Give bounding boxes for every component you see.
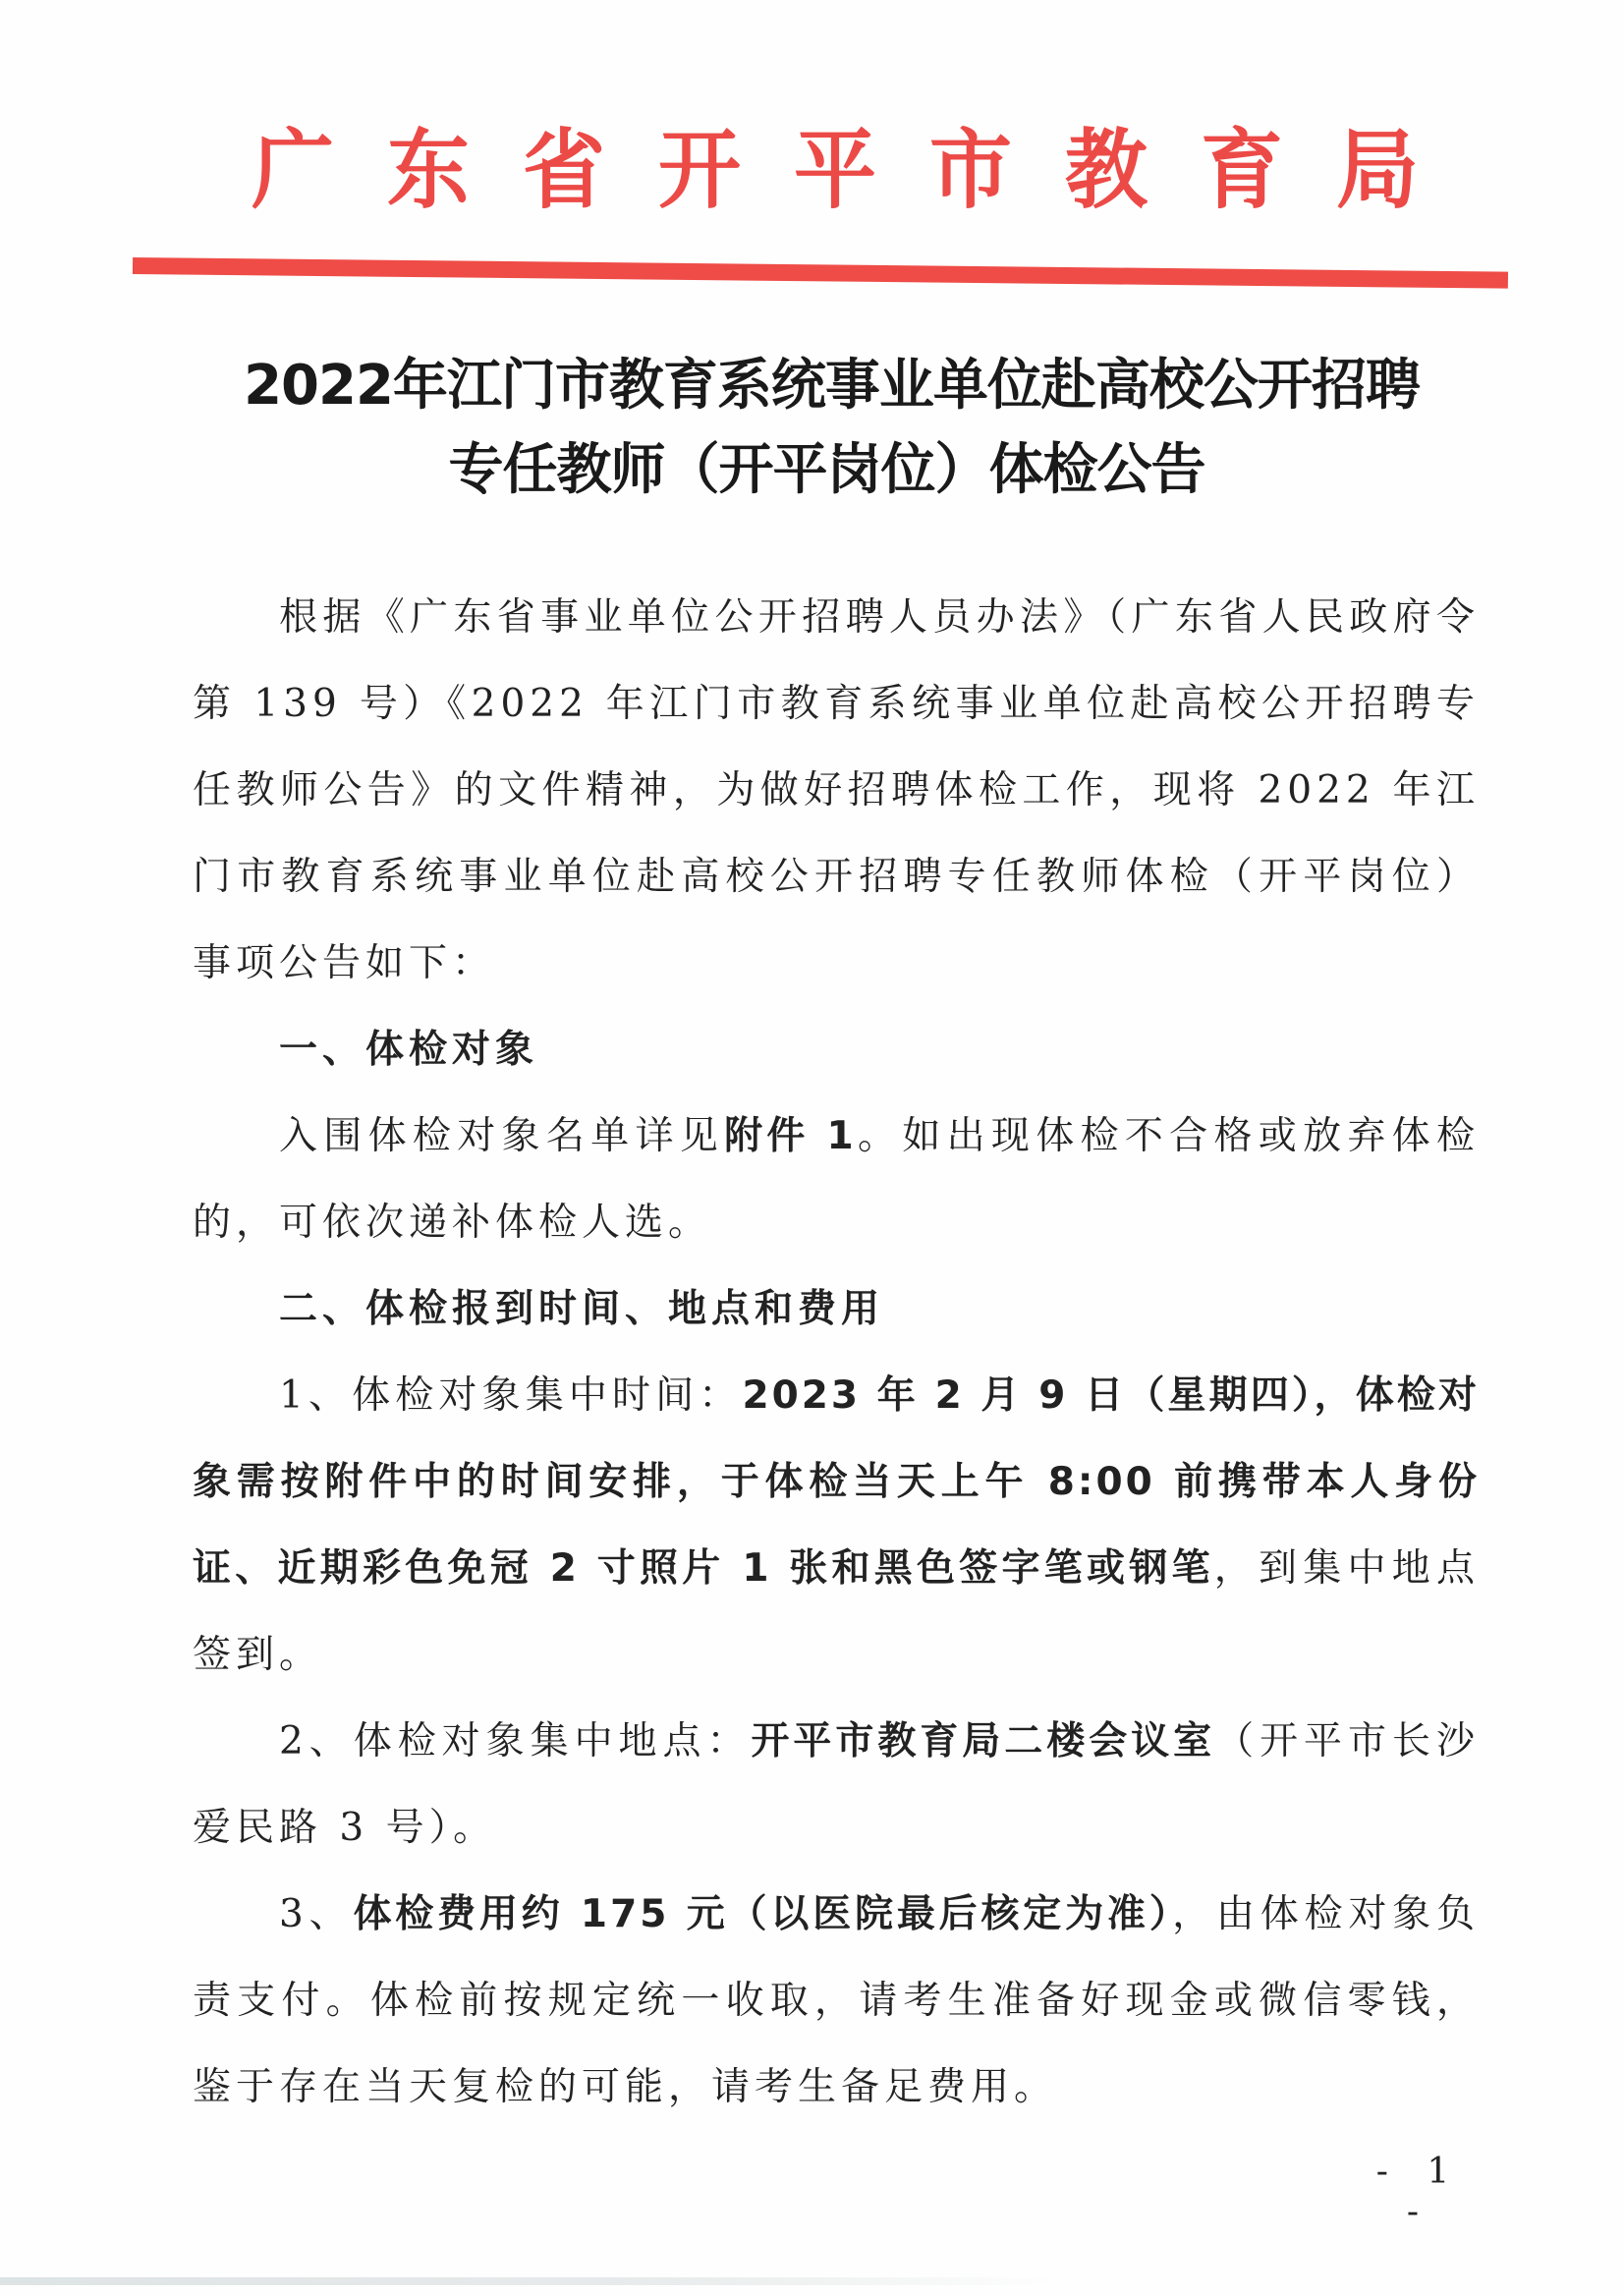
item-1-bold-time: 2023 年 2 月 9 日（星期四），体检对象需按附件中的时间安排，于体检当天上午 8:00 前携带本人身份证、近期彩色免冠 2 寸照片 1 张和黑色签字笔或钢笔: [193, 1373, 1480, 1591]
letterhead-red-rule: [133, 257, 1508, 289]
scan-artifact: [0, 2277, 1061, 2285]
letterhead-char: 平: [793, 118, 876, 221]
letterhead-char: 东: [386, 118, 470, 221]
item-1-suffix: ，到集中地点签到。: [193, 1546, 1480, 1677]
section-2-item-3: [193, 1872, 1480, 2131]
letterhead-char: 教: [1064, 118, 1148, 221]
letterhead-char: 局: [1335, 118, 1419, 221]
item-2-suffix: （开平市长沙爱民路 3 号）。: [193, 1719, 1480, 1850]
section-2-item-2: [193, 1699, 1480, 1872]
page-number: - 1 -: [1375, 2152, 1464, 2232]
item-3-prefix: 3、: [279, 1892, 354, 1936]
letterhead-char: 市: [928, 118, 1012, 221]
item-1-prefix: 1、体检对象集中时间：: [279, 1373, 743, 1418]
item-3-bold-fee: 体检费用约 175 元（以医院最后核定为准）: [353, 1892, 1173, 1936]
intro-paragraph: 根据《广东省事业单位公开招聘人员办法》（广东省人民政府令第 139 号）《2022 年江门市教育系统事业单位赴高校公开招聘专任教师公告》的文件精神，为做好招聘体检工作，现将 2022 年江门市教育系统事业单位赴高校公开招聘专任教师体检（开平岗位）事项公告如下：: [193, 595, 1480, 985]
section-1-text-after: 。如出现体检不合格或放弃体检的，可依次递补体检人选。: [193, 1114, 1480, 1245]
letterhead-char: 省: [522, 118, 605, 221]
item-3-suffix: ，由体检对象负责支付。体检前按规定统一收取，请考生准备好现金或微信零钱，鉴于存在当天复检的可能，请考生备足费用。: [193, 1892, 1480, 2109]
title-line-2: 专任教师（开平岗位）体检公告: [448, 438, 1205, 502]
item-2-prefix: 2、体检对象集中地点：: [279, 1719, 752, 1763]
document-title: [0, 344, 1624, 513]
section-1-text: 入围体检对象名单详见: [279, 1114, 725, 1158]
title-line-1: 2022年江门市教育系统事业单位赴高校公开招聘: [244, 354, 1420, 418]
section-2-heading: 二、体检报到时间、地点和费用: [279, 1287, 885, 1331]
section-2-item-1: [193, 1353, 1480, 1699]
letterhead-char: 广: [251, 118, 334, 221]
letterhead-char: 开: [657, 118, 741, 221]
letterhead-char: 育: [1200, 118, 1283, 221]
section-1-paragraph: [193, 1093, 1480, 1266]
letterhead-organization: [246, 118, 1425, 221]
section-1-heading: 一、体检对象: [279, 1028, 539, 1072]
attachment-1-reference: 附件 1: [724, 1114, 857, 1158]
item-2-bold-location: 开平市教育局二楼会议室: [751, 1719, 1216, 1763]
document-body: [193, 575, 1480, 2131]
